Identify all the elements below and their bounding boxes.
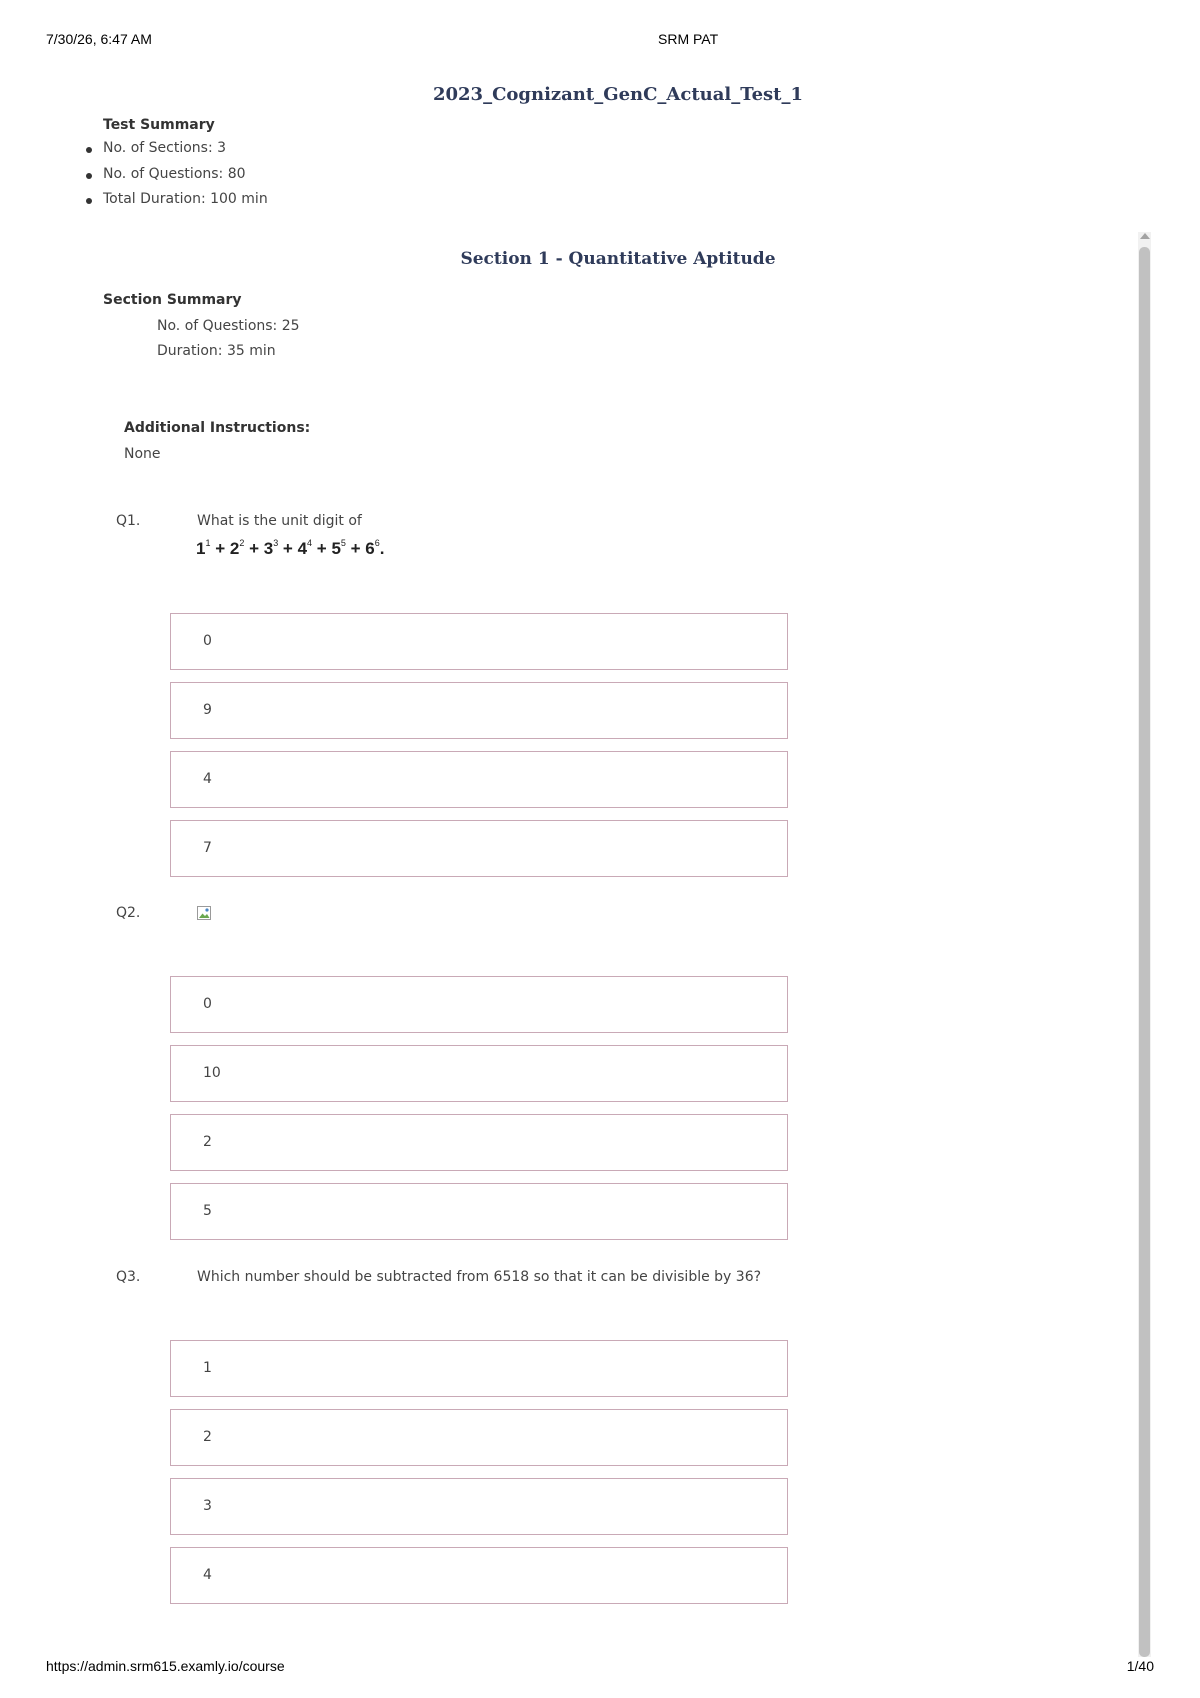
option-label: 0 xyxy=(203,633,212,649)
option-label: 9 xyxy=(203,702,212,718)
answer-option[interactable] xyxy=(170,1478,788,1535)
additional-instructions-text: None xyxy=(124,446,161,462)
broken-image-icon xyxy=(196,905,212,921)
option-label: 1 xyxy=(203,1360,212,1376)
question-text: Which number should be subtracted from 6518 so that it can be divisible by 36? xyxy=(197,1269,762,1285)
option-label: 4 xyxy=(203,1567,212,1583)
scrollbar-thumb[interactable] xyxy=(1139,247,1150,1657)
test-summary-list xyxy=(86,140,268,217)
option-label: 10 xyxy=(203,1065,221,1081)
option-label: 3 xyxy=(203,1498,212,1514)
print-page-indicator: 1/40 xyxy=(1126,1658,1154,1674)
print-datetime: 7/30/26, 6:47 AM xyxy=(46,31,152,47)
answer-option[interactable] xyxy=(170,820,788,877)
answer-option[interactable] xyxy=(170,1045,788,1102)
option-label: 5 xyxy=(203,1203,212,1219)
answer-option[interactable] xyxy=(170,682,788,739)
option-label: 2 xyxy=(203,1429,212,1445)
answer-option[interactable] xyxy=(170,613,788,670)
summary-item-sections: No. of Sections: 3 xyxy=(86,140,268,166)
answer-option[interactable] xyxy=(170,1114,788,1171)
question-expression: $1^1 + 2^2 + 3^3 + 4^4 + 5^5 + 6^6$. xyxy=(196,538,385,558)
summary-item-duration: Total Duration: 100 min xyxy=(86,191,268,217)
question-number: Q3. xyxy=(116,1269,141,1285)
answer-option[interactable] xyxy=(170,1183,788,1240)
print-url: https://admin.srm615.examly.io/course xyxy=(46,1658,285,1674)
answer-option[interactable] xyxy=(170,1409,788,1466)
section-question-count: No. of Questions: 25 xyxy=(157,318,300,334)
scroll-up-arrow-icon[interactable] xyxy=(1140,233,1150,239)
question-number: Q1. xyxy=(116,513,141,529)
print-site-title: SRM PAT xyxy=(658,31,719,47)
question-text: What is the unit digit of xyxy=(197,513,362,529)
answer-option[interactable] xyxy=(170,1340,788,1397)
additional-instructions-heading: Additional Instructions: xyxy=(124,420,311,436)
answer-option[interactable] xyxy=(170,976,788,1033)
answer-option[interactable] xyxy=(170,1547,788,1604)
test-summary-heading: Test Summary xyxy=(103,117,215,133)
option-label: 2 xyxy=(203,1134,212,1150)
option-label: 7 xyxy=(203,840,212,856)
section-title: Section 1 - Quantitative Aptitude xyxy=(460,249,776,269)
summary-item-questions: No. of Questions: 80 xyxy=(86,166,268,192)
option-label: 0 xyxy=(203,996,212,1012)
option-label: 4 xyxy=(203,771,212,787)
section-summary-heading: Section Summary xyxy=(103,292,242,308)
question-number: Q2. xyxy=(116,905,141,921)
section-duration: Duration: 35 min xyxy=(157,343,276,359)
answer-option[interactable] xyxy=(170,751,788,808)
test-title: 2023_Cognizant_GenC_Actual_Test_1 xyxy=(432,84,804,105)
